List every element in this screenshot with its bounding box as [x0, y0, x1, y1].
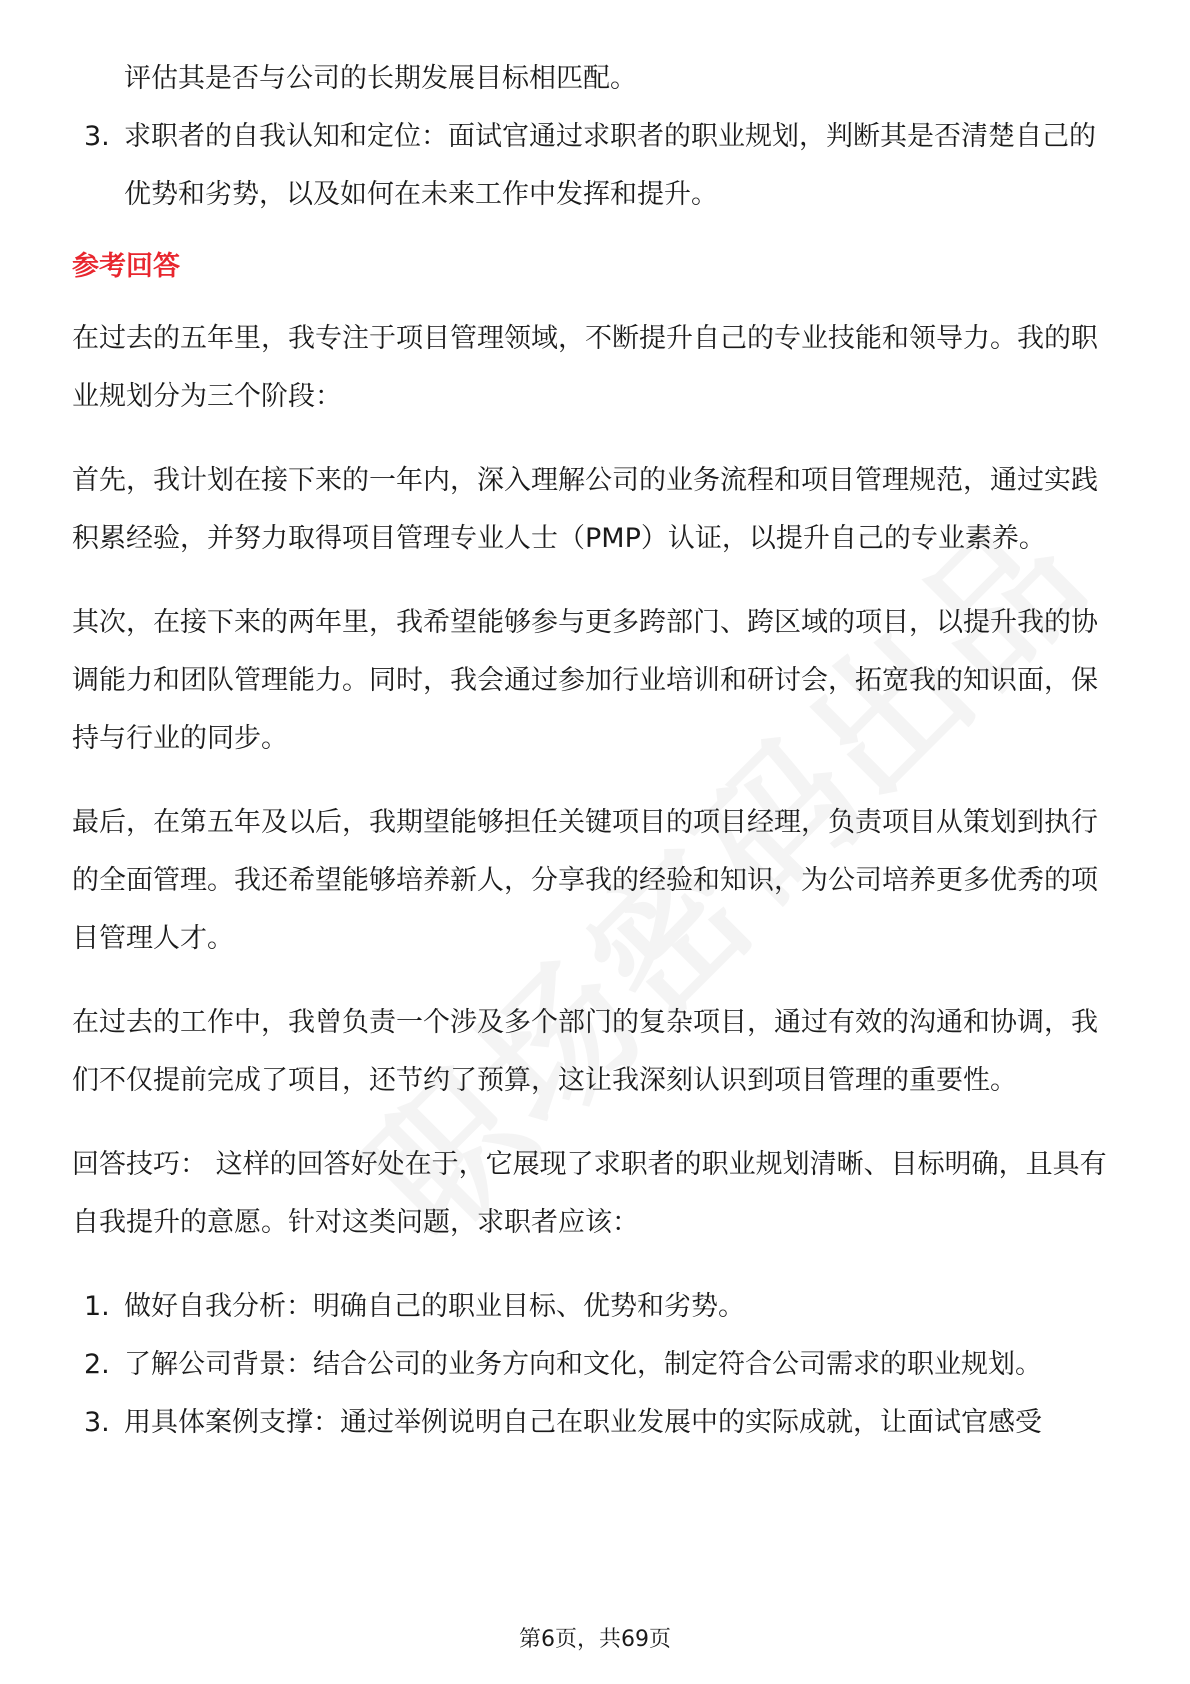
list-number: 3. [84, 121, 110, 152]
list-number: 2. [84, 1349, 110, 1380]
page-content [72, 50, 1122, 1452]
list-item [72, 1336, 1122, 1394]
criteria-list [72, 108, 1122, 224]
list-number: 1. [84, 1291, 110, 1322]
list-item-text: 求职者的自我认知和定位：面试官通过求职者的职业规划，判断其是否清楚自己的优势和劣势，以及如何在未来工作中发挥和提升。 [124, 121, 1096, 210]
paragraph: 首先，我计划在接下来的一年内，深入理解公司的业务流程和项目管理规范，通过实践积累经验，并努力取得项目管理专业人士（PMP）认证，以提升自己的专业素养。 [72, 465, 1098, 554]
list-item-text: 用具体案例支撑：通过举例说明自己在职业发展中的实际成就，让面试官感受 [124, 1407, 1042, 1438]
list-item-text: 了解公司背景：结合公司的业务方向和文化，制定符合公司需求的职业规划。 [124, 1349, 1042, 1380]
page-footer: 第6页，共69页 [519, 1627, 671, 1652]
paragraph: 最后，在第五年及以后，我期望能够担任关键项目的项目经理，负责项目从策划到执行的全面管理。我还希望能够培养新人，分享我的经验和知识，为公司培养更多优秀的项目管理人才。 [72, 807, 1098, 954]
paragraph: 在过去的五年里，我专注于项目管理领域，不断提升自己的专业技能和领导力。我的职业规划分为三个阶段： [72, 323, 1098, 412]
list-number: 3. [84, 1407, 110, 1438]
tips-list [72, 1278, 1122, 1452]
list-item [72, 1278, 1122, 1336]
paragraph: 在过去的工作中，我曾负责一个涉及多个部门的复杂项目，通过有效的沟通和协调，我们不仅提前完成了项目，还节约了预算，这让我深刻认识到项目管理的重要性。 [72, 1007, 1098, 1096]
paragraph: 其次，在接下来的两年里，我希望能够参与更多跨部门、跨区域的项目，以提升我的协调能力和团队管理能力。同时，我会通过参加行业培训和研讨会，拓宽我的知识面，保持与行业的同步。 [72, 607, 1098, 754]
section-heading: 参考回答 [72, 251, 180, 282]
list-item-text: 做好自我分析：明确自己的职业目标、优势和劣势。 [124, 1291, 745, 1322]
list-item [72, 1394, 1122, 1452]
paragraph: 回答技巧： 这样的回答好处在于，它展现了求职者的职业规划清晰、目标明确，且具有自我提升的意愿。针对这类问题，求职者应该： [72, 1149, 1107, 1238]
list-item [72, 108, 1122, 224]
list-item-continuation: 评估其是否与公司的长期发展目标相匹配。 [124, 63, 637, 94]
